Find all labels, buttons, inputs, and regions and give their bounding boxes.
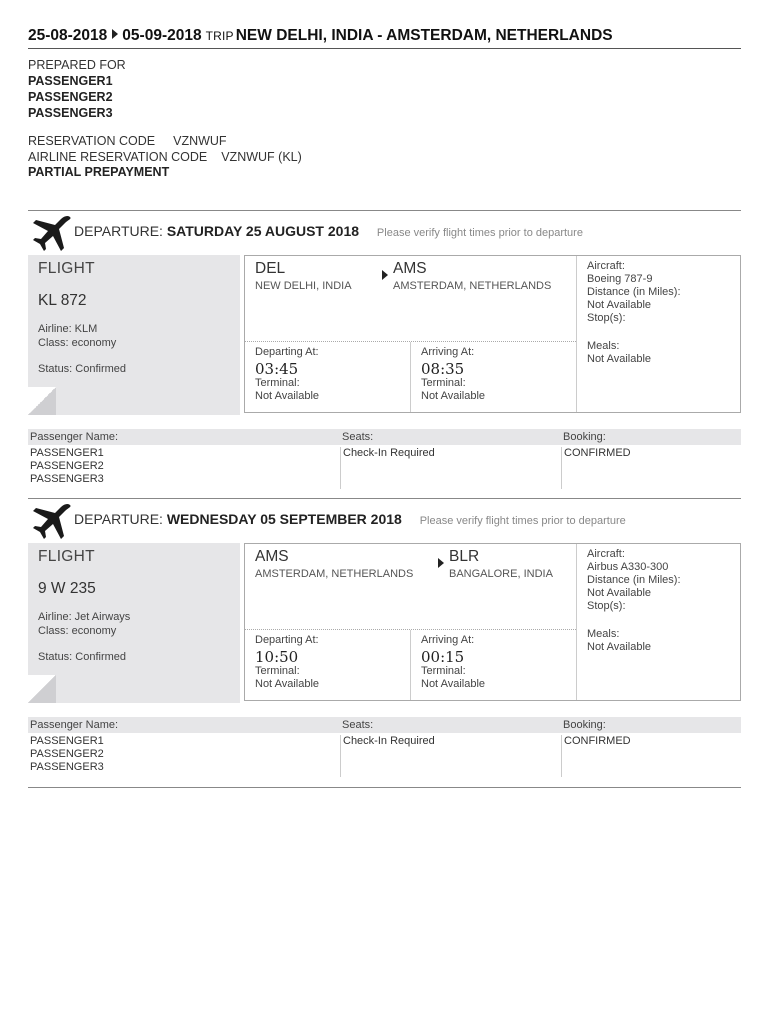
flight-summary-panel: [28, 543, 240, 703]
aircraft-info: [587, 548, 681, 613]
meals-info: [587, 340, 651, 366]
aircraft-type: Boeing 787-9: [587, 273, 653, 285]
airline: Airline: KLM: [38, 323, 98, 335]
distance-label: Distance (in Miles):: [587, 286, 681, 298]
departing-time: 10:50: [255, 648, 299, 666]
prepared-for-section: [28, 57, 126, 121]
airplane-icon: [30, 214, 72, 252]
seats-header: Seats:: [342, 431, 374, 443]
flight-info: [38, 323, 116, 350]
payment-status: PARTIAL PREPAYMENT: [28, 165, 170, 179]
meals-value: Not Available: [587, 353, 652, 365]
trip-end-date: 05-09-2018: [122, 27, 202, 44]
flight-number: KL 872: [38, 292, 87, 309]
passenger-name: PASSENGER3: [30, 761, 104, 773]
arriving-terminal: [421, 377, 485, 403]
distance-value: Not Available: [587, 299, 652, 311]
passenger-names: [30, 447, 104, 486]
segment-2-header: [28, 499, 741, 543]
aircraft-column: [576, 256, 741, 412]
passenger-names: [30, 735, 104, 774]
origin-city: AMSTERDAM, NETHERLANDS: [255, 568, 414, 580]
origin: [255, 548, 413, 580]
seats-value: Check-In Required: [340, 735, 435, 777]
flight-status: Status: Confirmed: [38, 651, 127, 663]
folded-corner: [28, 387, 56, 415]
departing-label: Departing At:: [255, 634, 319, 646]
booking-header: Booking:: [563, 431, 606, 443]
route-row: [245, 544, 576, 630]
verify-note: Please verify flight times prior to departure: [376, 227, 583, 239]
airplane-icon: [30, 502, 72, 540]
cabin-class: Class: economy: [38, 624, 117, 637]
table-row: [28, 733, 741, 777]
reservation-code-label: RESERVATION CODE: [28, 134, 156, 148]
trip-start-date: 25-08-2018: [28, 27, 108, 44]
table-row: [28, 445, 741, 489]
passenger-name: PASSENGER3: [30, 473, 104, 485]
route-row: [245, 256, 576, 342]
aircraft-info: [587, 260, 681, 325]
airline: Airline: Jet Airways: [38, 611, 131, 623]
divider: [28, 787, 741, 788]
segment-1-header: [28, 211, 741, 255]
prepared-passenger: PASSENGER2: [28, 90, 113, 104]
origin-code: DEL: [255, 260, 286, 277]
destination-city: BANGALORE, INDIA: [449, 568, 553, 580]
terminal-label: Terminal:: [255, 377, 300, 389]
flight-info: [38, 611, 130, 638]
passenger-name-header: Passenger Name:: [30, 431, 119, 443]
passenger-table: [28, 429, 741, 489]
booking-value: CONFIRMED: [561, 447, 631, 489]
flight-status: Status: Confirmed: [38, 363, 127, 375]
meals-label: Meals:: [587, 628, 620, 640]
aircraft-label: Aircraft:: [587, 548, 625, 560]
departing-terminal: [255, 377, 319, 403]
passenger-name: PASSENGER1: [30, 735, 104, 747]
terminal-value: Not Available: [421, 678, 486, 690]
departure-line: [74, 511, 626, 527]
arrow-right-icon: [112, 29, 118, 39]
reservation-section: [28, 134, 302, 181]
terminal-label: Terminal:: [421, 665, 466, 677]
departure-line: [74, 223, 583, 239]
meals-info: [587, 628, 651, 654]
destination-code: AMS: [393, 260, 427, 277]
terminal-value: Not Available: [255, 678, 320, 690]
arrow-right-icon: [382, 270, 388, 280]
arriving-label: Arriving At:: [421, 346, 475, 358]
seats-header: Seats:: [342, 719, 374, 731]
passenger-table-header: [28, 429, 741, 445]
flight-label: FLIGHT: [38, 548, 95, 565]
terminal-label: Terminal:: [421, 377, 466, 389]
arriving-label: Arriving At:: [421, 634, 475, 646]
passenger-table-header: [28, 717, 741, 733]
departing-terminal: [255, 665, 319, 691]
distance-value: Not Available: [587, 587, 652, 599]
aircraft-label: Aircraft:: [587, 260, 625, 272]
departing-cell: [245, 630, 411, 700]
booking-header: Booking:: [563, 719, 606, 731]
passenger-name-header: Passenger Name:: [30, 719, 119, 731]
arrow-right-icon: [438, 558, 444, 568]
booking-value: CONFIRMED: [561, 735, 631, 777]
arriving-time: 00:15: [421, 648, 465, 666]
flight-label: FLIGHT: [38, 260, 95, 277]
destination: [449, 548, 553, 580]
cabin-class: Class: economy: [38, 336, 117, 349]
itinerary-title: [28, 27, 741, 49]
departure-label: DEPARTURE:: [74, 511, 163, 527]
origin-code: AMS: [255, 548, 289, 565]
aircraft-column: [576, 544, 741, 700]
flight-details-box: [244, 543, 741, 701]
meals-value: Not Available: [587, 641, 652, 653]
terminal-value: Not Available: [421, 390, 486, 402]
destination-city: AMSTERDAM, NETHERLANDS: [393, 280, 552, 292]
reservation-code-value: VZNWUF: [173, 134, 227, 148]
folded-corner: [28, 675, 56, 703]
flight-details-box: [244, 255, 741, 413]
aircraft-type: Airbus A330-300: [587, 561, 669, 573]
passenger-name: PASSENGER2: [30, 748, 104, 760]
origin: [255, 260, 352, 292]
arriving-time: 08:35: [421, 360, 465, 378]
arriving-terminal: [421, 665, 485, 691]
prepared-passenger: PASSENGER1: [28, 74, 113, 88]
destination-code: BLR: [449, 548, 480, 565]
airline-code-value: VZNWUF (KL): [221, 149, 302, 164]
departing-time: 03:45: [255, 360, 299, 378]
trip-label: TRIP: [205, 29, 234, 43]
prepared-for-label: PREPARED FOR: [28, 58, 126, 72]
terminal-value: Not Available: [255, 390, 320, 402]
arriving-cell: [411, 630, 576, 700]
distance-label: Distance (in Miles):: [587, 574, 681, 586]
meals-label: Meals:: [587, 340, 620, 352]
terminal-label: Terminal:: [255, 665, 300, 677]
passenger-name: PASSENGER1: [30, 447, 104, 459]
flight-summary-panel: [28, 255, 240, 415]
flight-number: 9 W 235: [38, 580, 96, 597]
prepared-passenger: PASSENGER3: [28, 106, 113, 120]
stops-label: Stop(s):: [587, 312, 626, 324]
stops-label: Stop(s):: [587, 600, 626, 612]
arriving-cell: [411, 342, 576, 412]
verify-note: Please verify flight times prior to departure: [419, 515, 626, 527]
passenger-name: PASSENGER2: [30, 460, 104, 472]
destination: [393, 260, 551, 292]
departure-date: WEDNESDAY 05 SEPTEMBER 2018: [166, 511, 402, 527]
trip-route: NEW DELHI, INDIA - AMSTERDAM, NETHERLANDS: [235, 27, 613, 44]
departing-cell: [245, 342, 411, 412]
departing-label: Departing At:: [255, 346, 319, 358]
departure-label: DEPARTURE:: [74, 223, 163, 239]
seats-value: Check-In Required: [340, 447, 435, 489]
departure-date: SATURDAY 25 AUGUST 2018: [166, 223, 360, 239]
airline-code-label: AIRLINE RESERVATION CODE: [28, 149, 208, 164]
origin-city: NEW DELHI, INDIA: [255, 280, 352, 292]
passenger-table: [28, 717, 741, 777]
